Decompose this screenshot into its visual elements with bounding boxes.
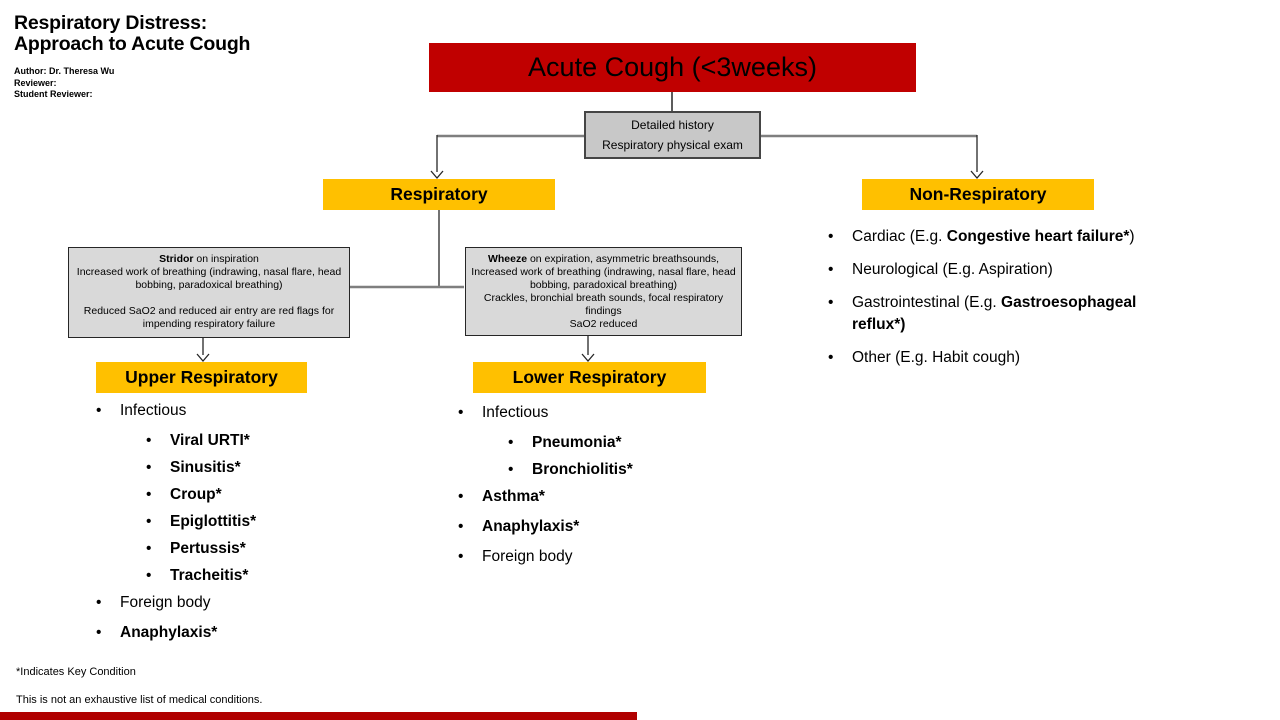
text-run: Sinusitis* [170, 459, 241, 476]
deck-title [14, 13, 250, 55]
list-item-text [532, 461, 633, 479]
text-run: Pneumonia* [532, 434, 622, 451]
node-lower-respiratory [473, 362, 706, 393]
text-run: Cardiac (E.g. [852, 228, 947, 245]
credits-block [14, 66, 114, 101]
bullet-icon: • [828, 294, 834, 311]
list-item [96, 513, 396, 531]
text-run: Increased work of breathing (indrawing, nasal flare, head bobbing, paradoxical breathing) [471, 266, 736, 291]
text-run: Infectious [120, 402, 187, 419]
credit-line: Author: Dr. Theresa Wu [14, 66, 115, 76]
list-item-text [852, 226, 1135, 248]
bullet-icon: • [146, 540, 152, 557]
text-run: Asthma* [482, 488, 545, 505]
credit-line: Student Reviewer: [14, 89, 93, 99]
text-run: Anaphylaxis* [482, 518, 580, 535]
panel-line [73, 305, 345, 331]
panel-line [470, 318, 737, 331]
upper-respiratory-list [96, 402, 396, 654]
list-item [828, 226, 1176, 248]
text-run: Crackles, bronchial breath sounds, focal respiratory findings [483, 292, 724, 317]
text-run: Gastrointestinal (E.g. [852, 294, 1002, 311]
text-run: Bronchiolitis* [532, 461, 633, 478]
list-item [458, 404, 758, 422]
text-run: Increased work of breathing (indrawing, nasal flare, head bobbing, paradoxical breathing) [76, 266, 342, 291]
panel-line [73, 253, 345, 266]
text-run: on expiration, asymmetric breathsounds, [527, 253, 720, 265]
list-item-text [482, 548, 572, 566]
text-run: Congestive heart failure* [946, 228, 1130, 245]
list-item-text [170, 459, 241, 477]
bullet-icon: • [146, 486, 152, 503]
list-item [96, 432, 396, 450]
list-item-text [482, 518, 579, 536]
text-run: Wheeze [487, 253, 528, 265]
node-assessment [584, 111, 761, 159]
bullet-icon: • [458, 488, 464, 505]
bullet-icon: • [458, 404, 464, 421]
text-run: Reduced SaO2 and reduced air entry are red flags for impending respiratory failure [83, 305, 335, 330]
list-item-text [482, 488, 545, 506]
node-lower-respiratory-label: Lower Respiratory [512, 367, 667, 387]
panel-line [470, 266, 737, 292]
bullet-icon: • [146, 459, 152, 476]
list-item [96, 402, 396, 420]
node-upper-respiratory-label: Upper Respiratory [125, 367, 278, 387]
bullet-icon: • [458, 548, 464, 565]
text-run: Viral URTI* [170, 432, 250, 449]
node-upper-respiratory [96, 362, 307, 393]
list-item-text [852, 259, 1053, 281]
deck-title-line2: Approach to Acute Cough [14, 33, 251, 55]
list-item-text [170, 432, 250, 450]
text-run: Other (E.g. Habit cough) [852, 349, 1020, 366]
list-item-text [170, 567, 248, 585]
list-item [458, 548, 758, 566]
list-item-text [852, 347, 1020, 369]
text-run: Foreign body [120, 594, 211, 611]
list-item [828, 347, 1176, 369]
list-item-text [120, 594, 210, 612]
bottom-accent-bar [0, 712, 637, 720]
bullet-icon: • [146, 567, 152, 584]
panel-line [73, 292, 345, 305]
text-run: Foreign body [482, 548, 573, 565]
node-respiratory [323, 179, 555, 210]
node-non-respiratory-label: Non-Respiratory [909, 184, 1047, 204]
list-item [458, 488, 758, 506]
list-item-text [852, 292, 1176, 336]
deck-title-line1: Respiratory Distress: [14, 12, 208, 34]
bullet-icon: • [96, 402, 102, 419]
panel-line [470, 253, 737, 266]
list-item-text [170, 513, 256, 531]
text-run: Tracheitis* [170, 567, 249, 584]
list-item [96, 486, 396, 504]
text-run: Gastroesophageal reflux*) [852, 294, 1137, 333]
text-run: Infectious [482, 404, 549, 421]
bullet-icon: • [508, 461, 514, 478]
list-item-text [170, 540, 246, 558]
bullet-icon: • [828, 349, 834, 366]
list-item-text [120, 402, 186, 420]
text-run: Pertussis* [170, 540, 246, 557]
bullet-icon: • [96, 594, 102, 611]
panel-line [470, 292, 737, 318]
list-item-text [170, 486, 222, 504]
text-run: ) [1129, 228, 1135, 245]
list-item-text [120, 624, 217, 642]
list-item [96, 594, 396, 612]
lower-respiratory-list [458, 404, 758, 578]
node-non-respiratory [862, 179, 1094, 210]
footnote-key-condition: *Indicates Key Condition [16, 666, 136, 678]
text-run: SaO2 reduced [569, 318, 638, 330]
panel-wheeze-signs [465, 247, 742, 336]
bullet-icon: • [458, 518, 464, 535]
list-item [458, 518, 758, 536]
node-acute-cough [429, 43, 916, 92]
list-item [96, 540, 396, 558]
credit-line: Reviewer: [14, 77, 57, 88]
list-item-text [532, 434, 622, 452]
bullet-icon: • [508, 434, 514, 451]
assessment-line1: Detailed history [631, 118, 714, 132]
panel-stridor-signs [68, 247, 350, 338]
text-run: Anaphylaxis* [120, 624, 218, 641]
text-run: on inspiration [193, 253, 259, 265]
node-respiratory-label: Respiratory [390, 184, 488, 204]
bullet-icon: • [146, 432, 152, 449]
bullet-icon: • [828, 261, 834, 278]
list-item [96, 567, 396, 585]
panel-line [73, 266, 345, 292]
list-item [458, 434, 758, 452]
node-acute-cough-label: Acute Cough (<3weeks) [528, 52, 817, 82]
text-run: Epiglottitis* [170, 513, 257, 530]
assessment-line2: Respiratory physical exam [602, 138, 743, 152]
list-item [828, 292, 1176, 336]
footnote-disclaimer: This is not an exhaustive list of medical conditions. [16, 694, 263, 706]
list-item [96, 459, 396, 477]
bullet-icon: • [146, 513, 152, 530]
non-respiratory-list [828, 226, 1176, 380]
bullet-icon: • [96, 624, 102, 641]
list-item [828, 259, 1176, 281]
list-item [96, 624, 396, 642]
text-run: Croup* [170, 486, 222, 503]
list-item-text [482, 404, 548, 422]
text-run: Stridor [159, 253, 194, 265]
bullet-icon: • [828, 228, 834, 245]
text-run: Neurological (E.g. Aspiration) [852, 261, 1053, 278]
list-item [458, 461, 758, 479]
